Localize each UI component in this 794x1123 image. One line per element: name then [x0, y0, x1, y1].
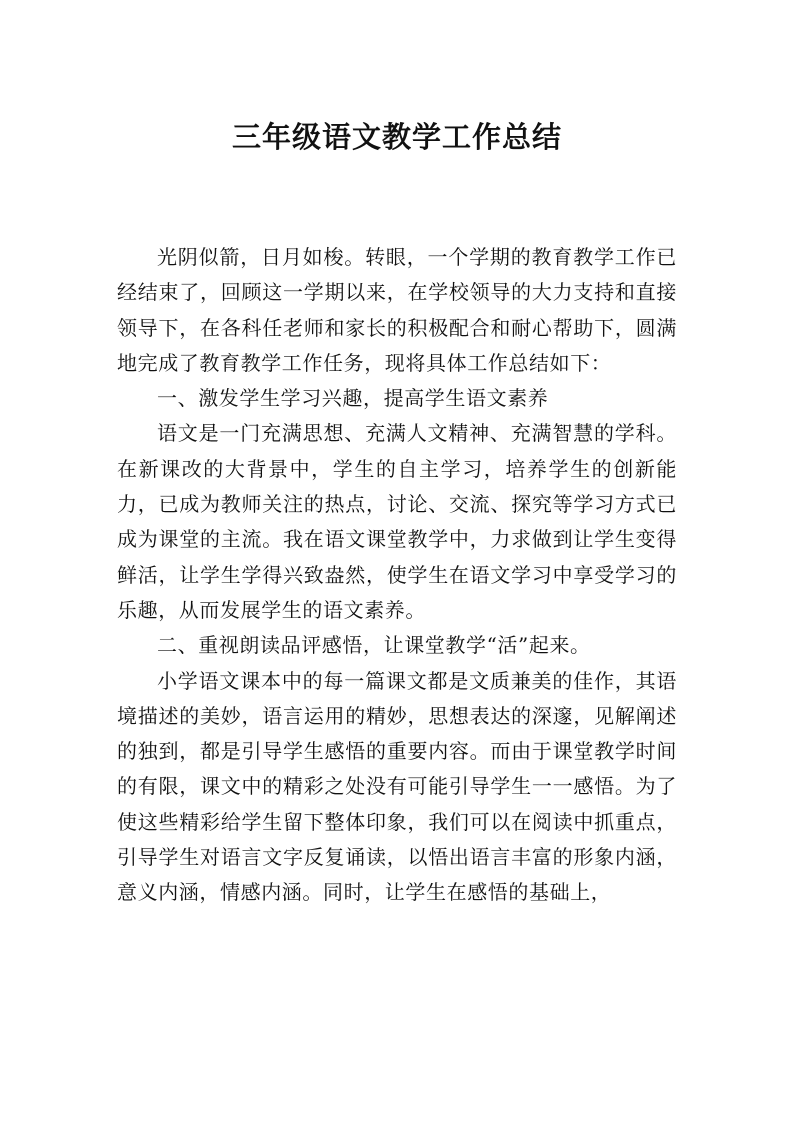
document-body [117, 240, 677, 911]
intro-paragraph: 光阴似箭，日月如梭。转眼，一个学期的教育教学工作已经结束了，回顾这一学期以来，在学校领导的大力支持和直接领导下，在各科任老师和家长的积极配合和耐心帮助下，圆满地完成了教育教学工作任务，现将具体工作总结如下： [117, 245, 677, 375]
section-heading-1: 一、激发学生学习兴趣，提高学生语文素养 [157, 386, 549, 411]
section-1-paragraph: 语文是一门充满思想、充满人文精神、充满智慧的学科。在新课改的大背景中，学生的自主学习，培养学生的创新能力，已成为教师关注的热点，讨论、交流、探究等学习方式已成为课堂的主流。我在语文课堂教学中，力求做到让学生变得鲜活，让学生学得兴致盎然，使学生在语文学习中享受学习的乐趣，从而发展学生的语文素养。 [117, 421, 677, 622]
document-title: 三年级语文教学工作总结 [231, 120, 562, 155]
section-heading-2: 二、重视朗读品评感悟，让课堂教学“活”起来。 [157, 633, 591, 658]
section-2-paragraph: 小学语文课本中的每一篇课文都是文质兼美的佳作，其语境描述的美妙，语言运用的精妙，思想表达的深邃，见解阐述的独到，都是引导学生感悟的重要内容。而由于课堂教学时间的有限，课文中的精彩之处没有可能引导学生一一感悟。为了使这些精彩给学生留下整体印象，我们可以在阅读中抓重点，引导学生对语言文字反复诵读，以悟出语言丰富的形象内涵，意义内涵，情感内涵。同时，让学生在感悟的基础上， [117, 668, 677, 905]
